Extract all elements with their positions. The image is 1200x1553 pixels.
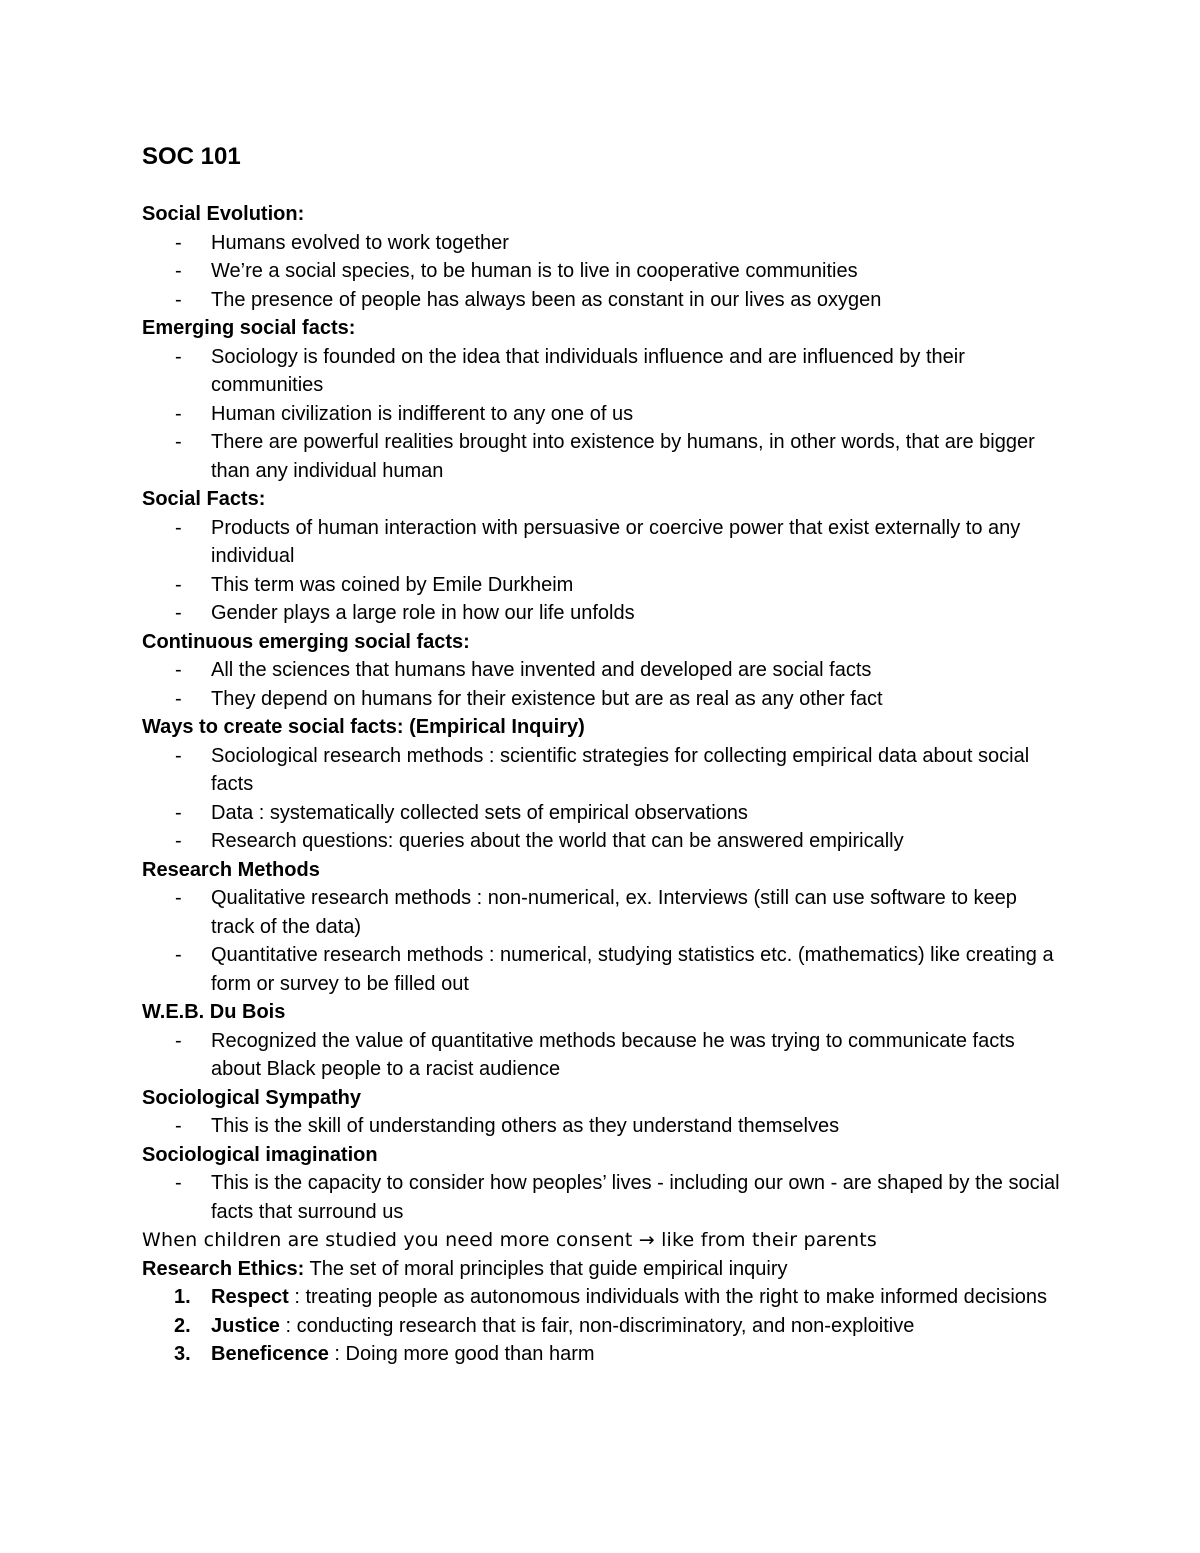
bullet-item bbox=[142, 685, 1062, 714]
section-ways-to-create-social-facts bbox=[142, 713, 1062, 856]
bullet-text: We’re a social species, to be human is to live in cooperative communities bbox=[211, 260, 858, 282]
bullet-marker: - bbox=[175, 887, 182, 909]
bullet-text: Gender plays a large role in how our life unfolds bbox=[211, 602, 635, 624]
bullet-text: Products of human interaction with persuasive or coercive power that exist externally to any individual bbox=[211, 516, 1021, 567]
bullet-text: This is the skill of understanding others as they understand themselves bbox=[211, 1115, 840, 1137]
bullet-item bbox=[142, 599, 1062, 628]
bullet-marker: - bbox=[175, 659, 182, 681]
section-heading: Social Facts: bbox=[142, 488, 266, 510]
bullet-text: Data : systematically collected sets of empirical observations bbox=[211, 801, 748, 824]
bullet-item bbox=[142, 656, 1062, 685]
numbered-item bbox=[142, 1312, 1062, 1341]
section-heading: Research Methods bbox=[142, 858, 320, 881]
bullet-marker: - bbox=[175, 1115, 182, 1137]
bullet-item bbox=[142, 941, 1062, 998]
bullet-marker: - bbox=[175, 602, 182, 624]
bullet-text: Quantitative research methods : numerical, studying statistics etc. (mathematics) like creating a form or survey to be filled out bbox=[211, 944, 1054, 995]
section-emerging-social-facts bbox=[142, 314, 1062, 485]
section-heading: W.E.B. Du Bois bbox=[142, 1001, 286, 1023]
bullet-text: This is the capacity to consider how peoples’ lives - including our own - are shaped by the social facts that surround us bbox=[211, 1172, 1060, 1223]
ethics-definition: The set of moral principles that guide empirical inquiry bbox=[304, 1257, 788, 1280]
item-term: Respect bbox=[211, 1286, 289, 1308]
bullet-marker: - bbox=[175, 1029, 182, 1052]
bullet-text: Qualitative research methods : non-numerical, ex. Interviews (still can use software to keep track of the data) bbox=[211, 887, 1017, 938]
bullet-marker: - bbox=[175, 345, 182, 368]
ethics-definition-line bbox=[142, 1255, 1062, 1284]
bullet-item bbox=[142, 229, 1062, 258]
consent-note: When children are studied you need more consent → like from their parents bbox=[142, 1229, 878, 1251]
bullet-item bbox=[142, 799, 1062, 828]
bullet-marker: - bbox=[175, 431, 182, 453]
bullet-text: Human civilization is indifferent to any one of us bbox=[211, 402, 634, 425]
bullet-marker: - bbox=[175, 516, 182, 539]
bullet-item bbox=[142, 514, 1062, 571]
bullet-text: They depend on humans for their existence but are as real as any other fact bbox=[211, 687, 883, 710]
bullet-text: This term was coined by Emile Durkheim bbox=[211, 573, 574, 596]
bullet-item bbox=[142, 1112, 1062, 1141]
bullet-item bbox=[142, 286, 1062, 315]
item-text: : Doing more good than harm bbox=[328, 1343, 595, 1365]
item-text: : treating people as autonomous individuals with the right to make informed decisions bbox=[288, 1286, 1048, 1308]
bullet-text: The presence of people has always been as constant in our lives as oxygen bbox=[211, 288, 882, 311]
section-social-facts bbox=[142, 485, 1062, 628]
bullet-text: Research questions: queries about the world that can be answered empirically bbox=[211, 830, 904, 852]
bullet-item bbox=[142, 571, 1062, 600]
bullet-marker: - bbox=[175, 288, 182, 311]
item-number: 2. bbox=[174, 1314, 191, 1337]
bullet-marker: - bbox=[175, 744, 182, 767]
bullet-marker: - bbox=[175, 231, 182, 254]
ethics-label: Research Ethics: bbox=[142, 1257, 305, 1280]
bullet-marker: - bbox=[175, 944, 182, 966]
bullet-text: Sociological research methods : scientific strategies for collecting empirical data about social facts bbox=[211, 744, 1030, 795]
section-heading: Continuous emerging social facts: bbox=[142, 630, 470, 653]
bullet-marker: - bbox=[175, 801, 182, 824]
numbered-item bbox=[142, 1283, 1062, 1312]
section-heading: Sociological Sympathy bbox=[142, 1086, 361, 1109]
item-number: 1. bbox=[174, 1286, 191, 1308]
section-heading: Sociological imagination bbox=[142, 1143, 378, 1166]
item-term: Justice bbox=[211, 1314, 280, 1337]
bullet-marker: - bbox=[175, 402, 182, 425]
section-social-evolution bbox=[142, 200, 1062, 314]
bullet-item bbox=[142, 884, 1062, 941]
bullet-item bbox=[142, 1027, 1062, 1084]
bullet-item bbox=[142, 257, 1062, 286]
bullet-item bbox=[142, 343, 1062, 400]
bullet-text: Humans evolved to work together bbox=[211, 231, 509, 254]
bullet-marker: - bbox=[175, 573, 182, 596]
section-web-du-bois bbox=[142, 998, 1062, 1084]
section-research-methods bbox=[142, 856, 1062, 999]
section-research-ethics bbox=[142, 1255, 1062, 1369]
section-heading: Social Evolution: bbox=[142, 203, 305, 225]
bullet-marker: - bbox=[175, 830, 182, 852]
bullet-marker: - bbox=[175, 687, 182, 710]
item-term: Beneficence bbox=[211, 1343, 329, 1365]
bullet-text: All the sciences that humans have invented and developed are social facts bbox=[211, 659, 872, 681]
item-text: : conducting research that is fair, non-discriminatory, and non-exploitive bbox=[279, 1314, 915, 1337]
section-sociological-sympathy bbox=[142, 1084, 1062, 1141]
bullet-marker: - bbox=[175, 1172, 182, 1194]
bullet-text: Recognized the value of quantitative methods because he was trying to communicate facts about Black people to a racist audience bbox=[211, 1029, 1015, 1080]
section-continuous-emerging-social-facts bbox=[142, 628, 1062, 714]
bullet-item bbox=[142, 827, 1062, 856]
bullet-item bbox=[142, 1169, 1062, 1226]
bullet-item bbox=[142, 742, 1062, 799]
item-number: 3. bbox=[174, 1343, 191, 1365]
bullet-item bbox=[142, 428, 1062, 485]
section-heading: Emerging social facts: bbox=[142, 317, 356, 339]
bullet-text: Sociology is founded on the idea that individuals influence and are influenced by their communities bbox=[211, 345, 965, 396]
bullet-marker: - bbox=[175, 260, 182, 282]
bullet-item bbox=[142, 400, 1062, 429]
document-title: SOC 101 bbox=[142, 143, 241, 170]
section-heading: Ways to create social facts: (Empirical Inquiry) bbox=[142, 716, 585, 738]
numbered-item bbox=[142, 1340, 1062, 1369]
bullet-text: There are powerful realities brought into existence by humans, in other words, that are bigger than any individual human bbox=[211, 431, 1035, 482]
section-sociological-imagination bbox=[142, 1141, 1062, 1227]
notes-document bbox=[142, 140, 1062, 1369]
